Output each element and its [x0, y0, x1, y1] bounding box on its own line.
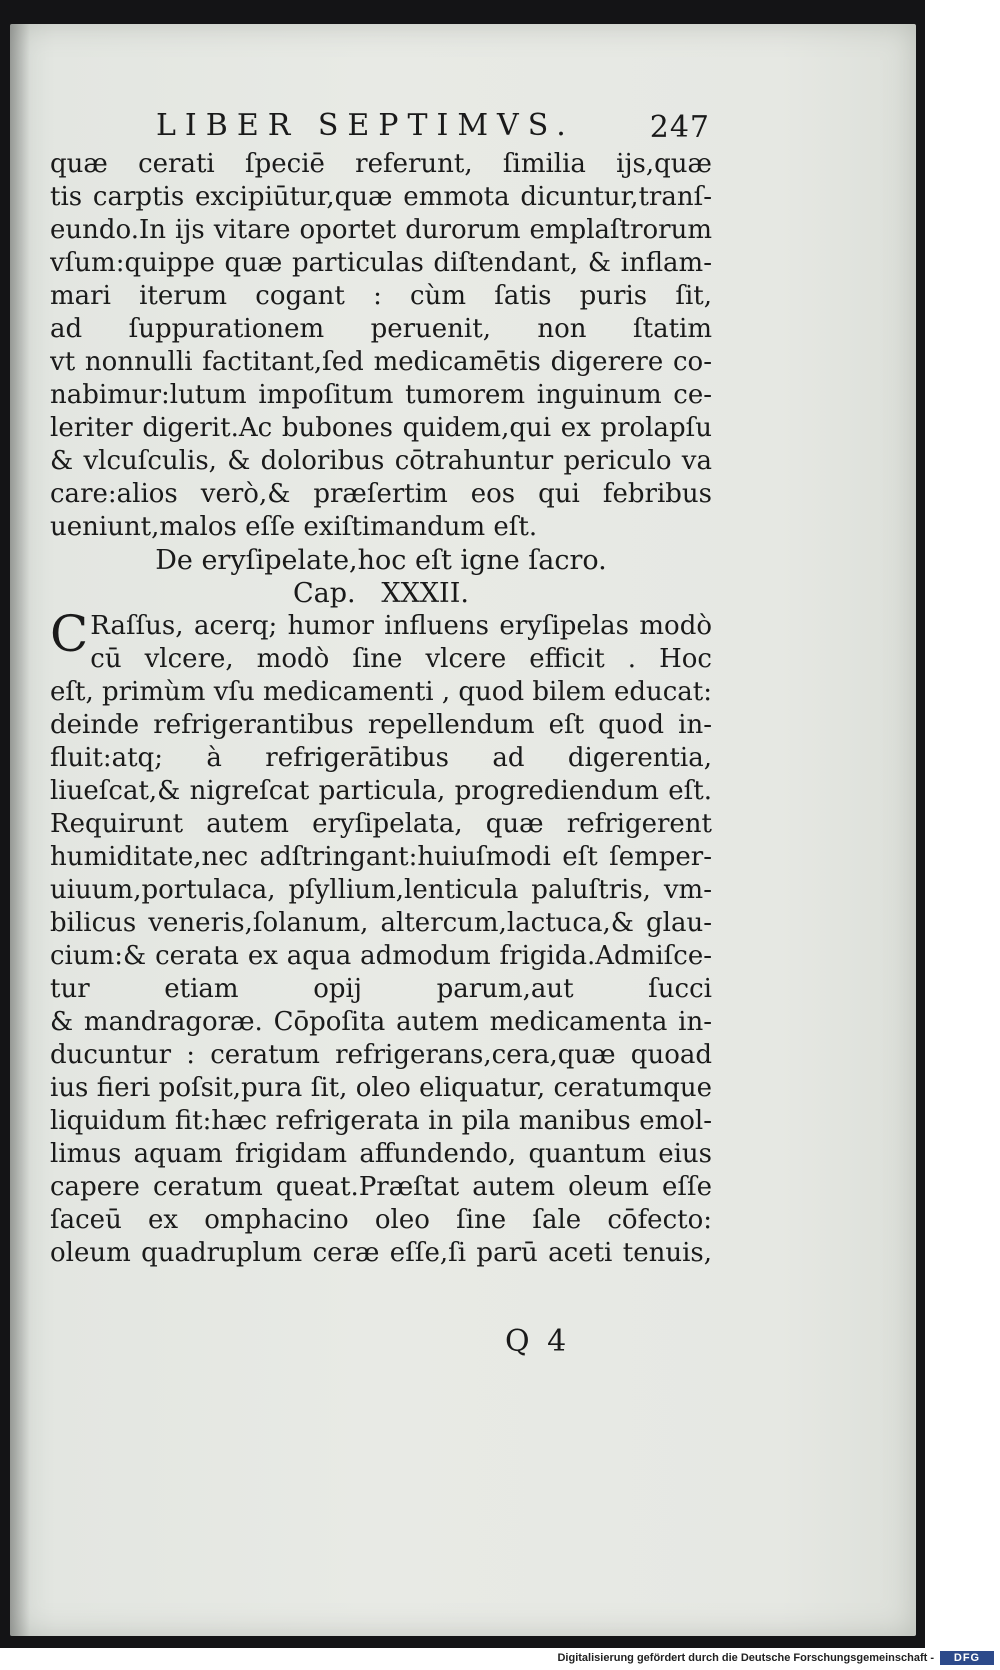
- text-line: eundo.In ijs vitare oportet durorum emplaſtrorum: [50, 215, 712, 245]
- text-line: oleum quadruplum ceræ eſſe,ſi parū aceti tenuis,: [50, 1238, 712, 1268]
- text-line: vſum:quippe quæ particulas diſtendant, & inflam-: [50, 248, 712, 278]
- text-line: cium:& cerata ex aqua admodum frigida.Admiſce-: [50, 941, 712, 971]
- spine-shadow: [10, 24, 30, 1636]
- text-line: Requirunt autem eryſipelata, quæ refrigerent: [50, 809, 712, 839]
- text-line: ad ſuppurationem peruenit, non ſtatim: [50, 314, 712, 344]
- text-line: fluit:atq; à refrigerātibus ad digerentia,: [50, 743, 712, 773]
- drop-cap: C: [50, 605, 89, 663]
- text-line: ducuntur : ceratum refrigerans,cera,quæ quoad: [50, 1040, 712, 1070]
- running-head: [150, 108, 710, 148]
- text-line: mari iterum cogant : cùm ſatis puris ſit,: [50, 281, 712, 311]
- digitization-credit: Digitalisierung gefördert durch die Deutsche Forschungsgemeinschaft -: [557, 1652, 934, 1664]
- text-line: & vlcuſculis, & doloribus cōtrahuntur periculo va: [50, 446, 712, 476]
- text-line: leriter digerit.Ac bubones quidem,qui ex prolapſu: [50, 413, 712, 443]
- text-line: tur etiam opij parum,aut ſucci: [50, 974, 712, 1004]
- chapter-heading: De eryſipelate,hoc eſt igne ſacro.: [155, 545, 607, 576]
- text-line: eſt, primùm vſu medicamenti , quod bilem educat:: [50, 677, 712, 707]
- text-line: Raſſus, acerq; humor influens eryſipelas modò: [90, 611, 712, 641]
- text-line: humiditate,nec adſtringant:huiuſmodi eſt ſemper-: [50, 842, 712, 872]
- text-line: quæ cerati ſpeciē referunt, ſimilia ijs,quæ: [50, 149, 712, 179]
- text-line: cū vlcere, modò ſine vlcere efficit . Hoc: [90, 644, 712, 674]
- page-number: 247: [649, 110, 710, 145]
- text-line: vt nonnulli factitant,ſed medicamētis digerere co-: [50, 347, 712, 377]
- text-line: ueniunt,malos eſſe exiſtimandum eſt.: [50, 512, 538, 542]
- text-block: [50, 148, 712, 1270]
- text-line: deinde refrigerantibus repellendum eſt quod in-: [50, 710, 712, 740]
- chapter-number: Cap. XXXII.: [293, 578, 469, 609]
- dfg-logo: DFG: [940, 1651, 994, 1665]
- signature-mark: Q 4: [505, 1324, 571, 1359]
- running-title: LIBER SEPTIMVS.: [156, 108, 575, 143]
- text-line: uiuum,portulaca, pſyllium,lenticula paluſtris, vm-: [50, 875, 712, 905]
- text-line: & mandragoræ. Cōpoſita autem medicamenta in-: [50, 1007, 712, 1037]
- text-line: tis carptis excipiūtur,quæ emmota dicuntur,tranſ-: [50, 182, 712, 212]
- text-line: care:alios verò,& præſertim eos qui febribus: [50, 479, 712, 509]
- text-line: limus aquam frigidam affundendo, quantum eius: [50, 1139, 712, 1169]
- text-line: capere ceratum queat.Præſtat autem oleum eſſe: [50, 1172, 712, 1202]
- text-line: liueſcat,& nigreſcat particula, progrediendum eſt.: [50, 776, 712, 806]
- text-line: ius fieri poſsit,pura ſit, oleo eliquatur, ceratumque: [50, 1073, 712, 1103]
- text-line: liquidum fit:hæc refrigerata in pila manibus emol-: [50, 1106, 712, 1136]
- text-line: bilicus veneris,ſolanum, altercum,lactuca,& glau-: [50, 908, 712, 938]
- text-line: ſaceū ex omphacino oleo ſine ſale cōfecto:: [50, 1205, 712, 1235]
- text-line: nabimur:lutum impoſitum tumorem inguinum ce-: [50, 380, 712, 410]
